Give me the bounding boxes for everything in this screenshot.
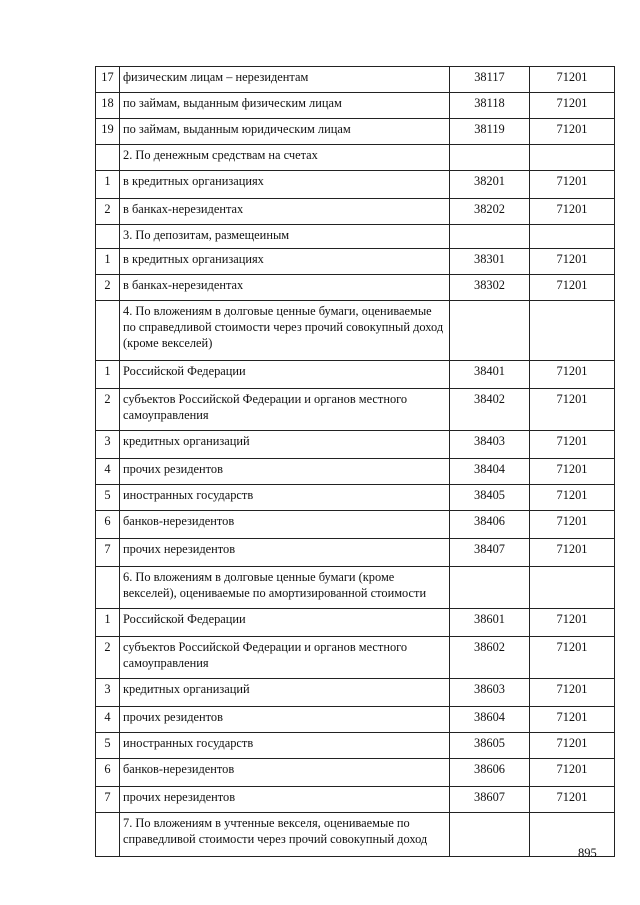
row-number: 6 (96, 759, 120, 787)
row-number (96, 145, 120, 171)
symbol-code: 71201 (530, 511, 615, 539)
row-number (96, 813, 120, 857)
row-number: 4 (96, 459, 120, 485)
symbol-code: 71201 (530, 637, 615, 679)
symbol-code: 71201 (530, 733, 615, 759)
symbol-code: 71201 (530, 119, 615, 145)
row-description: субъектов Российской Федерации и органов местного самоуправления (120, 637, 450, 679)
symbol-code: 71201 (530, 609, 615, 637)
row-description: по займам, выданным физическим лицам (120, 93, 450, 119)
section-header-row (96, 301, 615, 361)
row-number (96, 225, 120, 249)
row-description: прочих нерезидентов (120, 787, 450, 813)
row-number: 3 (96, 431, 120, 459)
table-row (96, 679, 615, 707)
account-number: 38118 (450, 93, 530, 119)
row-number: 5 (96, 733, 120, 759)
row-description: кредитных организаций (120, 679, 450, 707)
row-description: 7. По вложениям в учтенные векселя, оцениваемые по справедливой стоимости через прочий совокупный доход (120, 813, 450, 857)
symbol-code: 71201 (530, 485, 615, 511)
row-number: 7 (96, 787, 120, 813)
row-number: 2 (96, 389, 120, 431)
account-number (450, 813, 530, 857)
row-number: 6 (96, 511, 120, 539)
account-number: 38605 (450, 733, 530, 759)
symbol-code: 71201 (530, 459, 615, 485)
symbol-code (530, 813, 615, 857)
section-header-row (96, 813, 615, 857)
row-number: 5 (96, 485, 120, 511)
table-row (96, 539, 615, 567)
symbol-code: 71201 (530, 361, 615, 389)
account-number: 38404 (450, 459, 530, 485)
account-number: 38405 (450, 485, 530, 511)
symbol-code: 71201 (530, 275, 615, 301)
row-description: в кредитных организациях (120, 171, 450, 199)
row-number: 1 (96, 171, 120, 199)
row-number (96, 301, 120, 361)
symbol-code: 71201 (530, 539, 615, 567)
symbol-code: 71201 (530, 93, 615, 119)
row-number: 1 (96, 361, 120, 389)
table-row (96, 787, 615, 813)
table-row (96, 485, 615, 511)
table-row (96, 733, 615, 759)
row-description: 6. По вложениям в долговые ценные бумаги (кроме векселей), оцениваемые по амортизированной стоимости (120, 567, 450, 609)
row-description: Российской Федерации (120, 609, 450, 637)
symbol-code: 71201 (530, 759, 615, 787)
row-number: 2 (96, 275, 120, 301)
table-row (96, 389, 615, 431)
section-header-row (96, 145, 615, 171)
row-description: 3. По депозитам, размещеиным (120, 225, 450, 249)
account-number (450, 225, 530, 249)
row-description: Российской Федерации (120, 361, 450, 389)
account-number: 38119 (450, 119, 530, 145)
row-number: 3 (96, 679, 120, 707)
symbol-code: 71201 (530, 67, 615, 93)
row-number: 18 (96, 93, 120, 119)
row-description: в банках-нерезидентах (120, 199, 450, 225)
accounts-table (95, 66, 615, 857)
symbol-code (530, 225, 615, 249)
row-number: 2 (96, 637, 120, 679)
row-number: 17 (96, 67, 120, 93)
row-description: физическим лицам – нерезидентам (120, 67, 450, 93)
account-number: 38601 (450, 609, 530, 637)
row-description: банков-нерезидентов (120, 511, 450, 539)
row-description: субъектов Российской Федерации и органов местного самоуправления (120, 389, 450, 431)
row-number: 19 (96, 119, 120, 145)
account-number (450, 145, 530, 171)
row-description: иностранных государств (120, 485, 450, 511)
table-row (96, 431, 615, 459)
account-number: 38201 (450, 171, 530, 199)
table-row (96, 171, 615, 199)
table-row (96, 275, 615, 301)
symbol-code: 71201 (530, 707, 615, 733)
account-number: 38302 (450, 275, 530, 301)
symbol-code (530, 567, 615, 609)
symbol-code: 71201 (530, 431, 615, 459)
symbol-code: 71201 (530, 389, 615, 431)
symbol-code: 71201 (530, 679, 615, 707)
row-number (96, 567, 120, 609)
account-number (450, 567, 530, 609)
account-number: 38403 (450, 431, 530, 459)
account-number: 38407 (450, 539, 530, 567)
row-number: 1 (96, 609, 120, 637)
symbol-code: 71201 (530, 171, 615, 199)
table-row (96, 93, 615, 119)
table-row (96, 361, 615, 389)
row-description: кредитных организаций (120, 431, 450, 459)
account-number: 38607 (450, 787, 530, 813)
symbol-code (530, 145, 615, 171)
table-row (96, 459, 615, 485)
account-number: 38117 (450, 67, 530, 93)
table-row (96, 119, 615, 145)
table-body (96, 67, 615, 857)
section-header-row (96, 225, 615, 249)
row-number: 4 (96, 707, 120, 733)
row-number: 1 (96, 249, 120, 275)
symbol-code (530, 301, 615, 361)
symbol-code: 71201 (530, 199, 615, 225)
row-description: иностранных государств (120, 733, 450, 759)
row-number: 7 (96, 539, 120, 567)
row-description: банков-нерезидентов (120, 759, 450, 787)
row-number: 2 (96, 199, 120, 225)
row-description: прочих нерезидентов (120, 539, 450, 567)
account-number: 38301 (450, 249, 530, 275)
table-row (96, 511, 615, 539)
account-number: 38606 (450, 759, 530, 787)
account-number: 38602 (450, 637, 530, 679)
row-description: 2. По денежным средствам на счетах (120, 145, 450, 171)
table-row (96, 249, 615, 275)
account-number: 38604 (450, 707, 530, 733)
table-row (96, 707, 615, 733)
account-number (450, 301, 530, 361)
row-description: 4. По вложениям в долговые ценные бумаги, оцениваемые по справедливой стоимости через прочий совокупный доход (кроме векселей) (120, 301, 450, 361)
row-description: прочих резидентов (120, 707, 450, 733)
symbol-code: 71201 (530, 787, 615, 813)
row-description: прочих резидентов (120, 459, 450, 485)
page-number: 895 (578, 846, 597, 860)
row-description: по займам, выданным юридическим лицам (120, 119, 450, 145)
row-description: в кредитных организациях (120, 249, 450, 275)
table-row (96, 759, 615, 787)
table-row (96, 637, 615, 679)
section-header-row (96, 567, 615, 609)
table-row (96, 609, 615, 637)
symbol-code: 71201 (530, 249, 615, 275)
table-row (96, 199, 615, 225)
account-number: 38402 (450, 389, 530, 431)
table-row (96, 67, 615, 93)
account-number: 38603 (450, 679, 530, 707)
account-number: 38202 (450, 199, 530, 225)
row-description: в банках-нерезидентах (120, 275, 450, 301)
account-number: 38406 (450, 511, 530, 539)
account-number: 38401 (450, 361, 530, 389)
